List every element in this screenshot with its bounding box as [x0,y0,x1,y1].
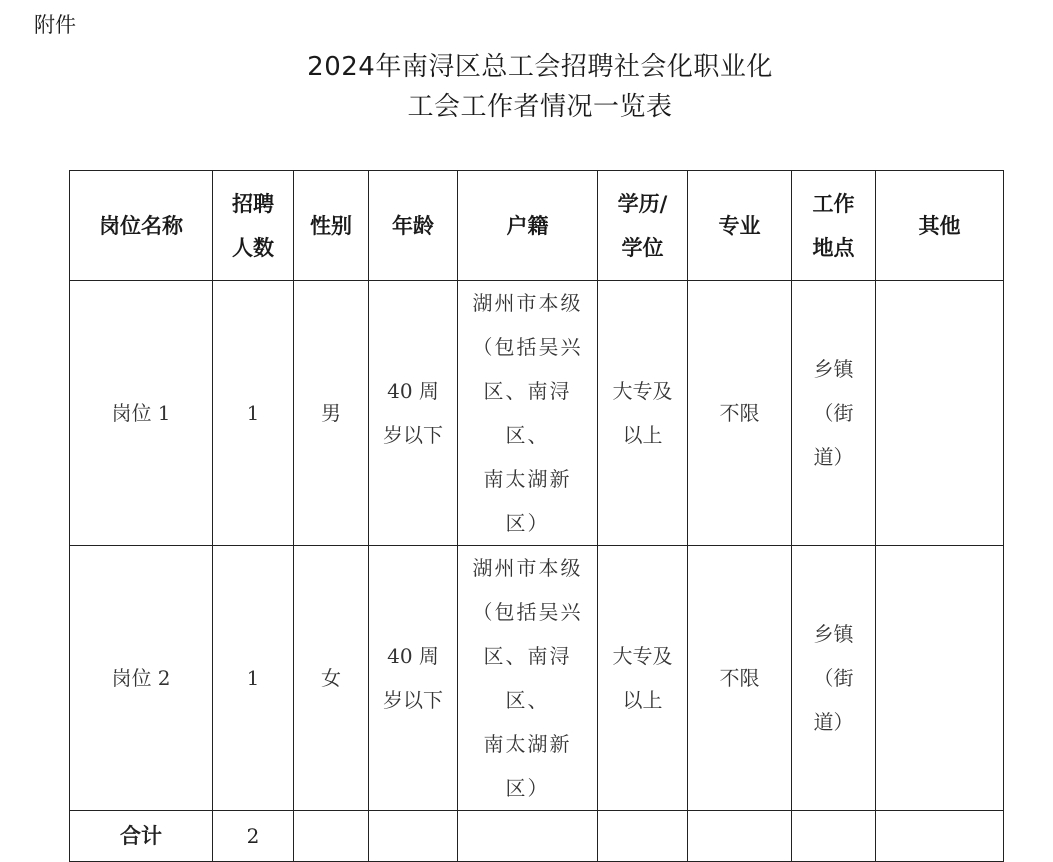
attachment-label: 附件 [34,13,76,37]
page-title-line-1: 2024年南浔区总工会招聘社会化职业化 [307,52,773,82]
cell-empty [369,811,458,862]
cell-count: 1 [213,281,294,546]
table-total-row [70,811,1004,862]
cell-total-label: 合计 [70,811,213,862]
header-position-name: 岗位名称 [70,171,213,281]
header-age: 年龄 [369,171,458,281]
cell-gender: 女 [294,546,369,811]
cell-age: 40 周 岁以下 [369,281,458,546]
cell-empty [598,811,688,862]
cell-count: 1 [213,546,294,811]
cell-hukou: 湖州市本级 （包括吴兴 区、南浔区、 南太湖新 区） [458,281,598,546]
table-row [70,546,1004,811]
cell-gender: 男 [294,281,369,546]
cell-empty [792,811,876,862]
cell-empty [294,811,369,862]
cell-age: 40 周 岁以下 [369,546,458,811]
cell-location: 乡镇 （街 道） [792,281,876,546]
header-work-location: 工作 地点 [792,171,876,281]
header-recruit-count: 招聘 人数 [213,171,294,281]
header-gender: 性别 [294,171,369,281]
cell-education: 大专及 以上 [598,281,688,546]
cell-education: 大专及 以上 [598,546,688,811]
cell-position: 岗位 2 [70,546,213,811]
table-row [70,281,1004,546]
header-major: 专业 [688,171,792,281]
cell-position: 岗位 1 [70,281,213,546]
cell-total-count: 2 [213,811,294,862]
cell-hukou: 湖州市本级 （包括吴兴 区、南浔区、 南太湖新 区） [458,546,598,811]
cell-other [876,546,1004,811]
cell-major: 不限 [688,546,792,811]
header-other: 其他 [876,171,1004,281]
header-hukou: 户籍 [458,171,598,281]
page-title-line-2: 工会工作者情况一览表 [407,92,673,122]
cell-major: 不限 [688,281,792,546]
cell-location: 乡镇 （街 道） [792,546,876,811]
header-education: 学历/ 学位 [598,171,688,281]
cell-other [876,281,1004,546]
recruitment-table [69,170,1004,862]
table-header-row [70,171,1004,281]
cell-empty [876,811,1004,862]
cell-empty [688,811,792,862]
cell-empty [458,811,598,862]
